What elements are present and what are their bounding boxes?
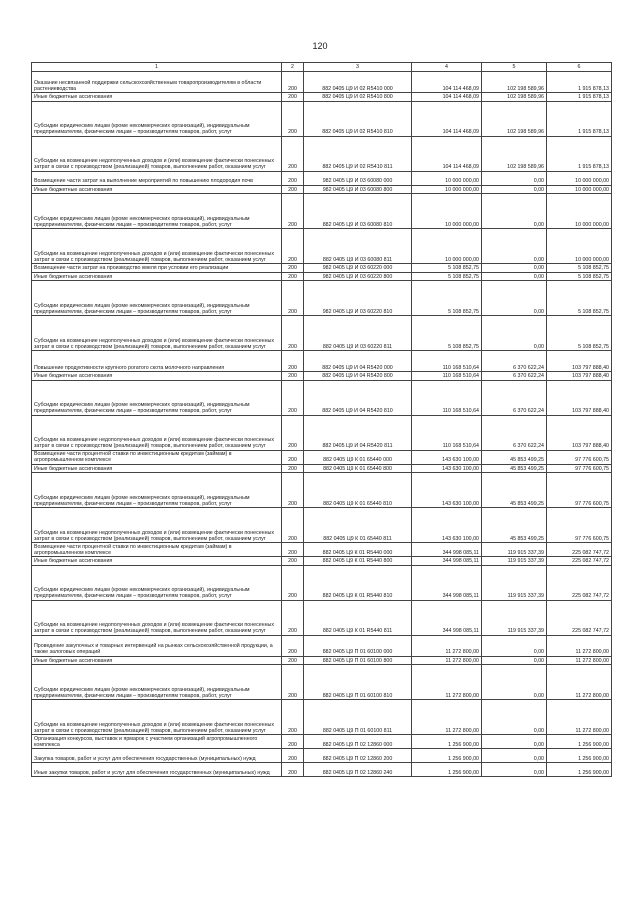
row-approved: 5 108 852,75 <box>412 264 482 273</box>
row-remaining: 10 000 000,00 <box>547 194 612 229</box>
row-name: Возмещение части затрат на выполнение мероприятий по повышению плодородия почв <box>32 171 282 185</box>
row-remaining: 103 797 888,40 <box>547 372 612 381</box>
row-name: Иные бюджетные ассигнования <box>32 272 282 281</box>
row-classification: 882 0405 Ц9 К 01 R5440 810 <box>304 565 412 600</box>
row-code: 200 <box>282 565 304 600</box>
row-code: 200 <box>282 101 304 136</box>
row-executed: 6 370 622,24 <box>482 415 547 450</box>
row-remaining: 10 000 000,00 <box>547 171 612 185</box>
row-approved: 5 108 852,75 <box>412 281 482 316</box>
row-approved: 104 114 468,09 <box>412 101 482 136</box>
row-code: 200 <box>282 194 304 229</box>
row-code: 200 <box>282 656 304 665</box>
row-classification: 882 0405 Ц9 К 01 65440 810 <box>304 473 412 508</box>
row-remaining: 1 256 900,00 <box>547 749 612 763</box>
table-row <box>32 700 612 735</box>
row-executed: 45 853 499,25 <box>482 464 547 473</box>
row-code: 200 <box>282 171 304 185</box>
table-row <box>32 473 612 508</box>
row-classification: 882 0405 Ц9 И 04 R5420 000 <box>304 351 412 372</box>
table-row <box>32 185 612 194</box>
row-executed: 45 853 499,25 <box>482 450 547 464</box>
row-code: 200 <box>282 351 304 372</box>
row-approved: 11 272 800,00 <box>412 656 482 665</box>
row-approved: 11 272 800,00 <box>412 700 482 735</box>
row-name: Организация конкурсов, выставок и ярмарок с участием организаций агропромышленного комплекса <box>32 735 282 749</box>
row-name: Иные закупки товаров, работ и услуг для обеспечения государственных (муниципальных) нужд <box>32 763 282 777</box>
row-executed: 0,00 <box>482 665 547 700</box>
row-classification: 882 0405 Ц9 И 03 60080 810 <box>304 194 412 229</box>
row-classification: 882 0405 Ц9 П 01 60100 811 <box>304 700 412 735</box>
row-name: Иные бюджетные ассигнования <box>32 557 282 566</box>
row-code: 200 <box>282 316 304 351</box>
row-classification: 982 0405 Ц9 И 03 60220 000 <box>304 264 412 273</box>
row-code: 200 <box>282 600 304 635</box>
row-name: Субсидии на возмещение недополученных доходов и (или) возмещение фактически понесенных затрат в связи с производством (реализацией) товаров, выполнением работ, оказанием услуг <box>32 136 282 171</box>
table-row <box>32 316 612 351</box>
row-classification: 982 0405 Ц9 И 03 60220 800 <box>304 272 412 281</box>
table-row <box>32 380 612 415</box>
row-remaining: 97 776 600,75 <box>547 508 612 543</box>
row-approved: 110 168 510,64 <box>412 380 482 415</box>
row-classification: 882 0405 Ц9 И 03 60220 811 <box>304 316 412 351</box>
table-row <box>32 351 612 372</box>
table-row <box>32 656 612 665</box>
row-approved: 344 998 085,11 <box>412 565 482 600</box>
row-code: 200 <box>282 450 304 464</box>
row-classification: 882 0405 Ц9 П 01 60100 000 <box>304 635 412 656</box>
table-row <box>32 101 612 136</box>
row-approved: 110 168 510,64 <box>412 415 482 450</box>
row-code: 200 <box>282 763 304 777</box>
table-row <box>32 372 612 381</box>
row-executed: 0,00 <box>482 735 547 749</box>
row-code: 200 <box>282 543 304 557</box>
row-name: Субсидии юридическим лицам (кроме некоммерческих организаций), индивидуальным предпринимателям, физическим лицам – производителям товаров, работ, услуг <box>32 665 282 700</box>
row-approved: 10 000 000,00 <box>412 229 482 264</box>
table-row <box>32 281 612 316</box>
row-executed: 0,00 <box>482 700 547 735</box>
column-header: 2 <box>282 63 304 72</box>
table-row <box>32 735 612 749</box>
row-approved: 1 256 900,00 <box>412 749 482 763</box>
table-row <box>32 508 612 543</box>
row-approved: 143 630 100,00 <box>412 464 482 473</box>
row-approved: 10 000 000,00 <box>412 171 482 185</box>
row-remaining: 1 915 878,13 <box>547 72 612 93</box>
row-name: Субсидии юридическим лицам (кроме некоммерческих организаций), индивидуальным предпринимателям, физическим лицам – производителям товаров, работ, услуг <box>32 194 282 229</box>
row-remaining: 10 000 000,00 <box>547 229 612 264</box>
row-name: Закупка товаров, работ и услуг для обеспечения государственных (муниципальных) нужд <box>32 749 282 763</box>
row-executed: 119 915 337,39 <box>482 543 547 557</box>
row-executed: 102 198 589,96 <box>482 136 547 171</box>
row-executed: 6 370 622,24 <box>482 372 547 381</box>
row-classification: 882 0405 Ц9 К 01 R5440 800 <box>304 557 412 566</box>
table-row <box>32 600 612 635</box>
row-remaining: 97 776 600,75 <box>547 450 612 464</box>
row-executed: 102 198 589,96 <box>482 101 547 136</box>
row-approved: 10 000 000,00 <box>412 185 482 194</box>
row-classification: 882 0405 Ц9 К 01 65440 811 <box>304 508 412 543</box>
row-classification: 882 0405 Ц9 П 01 60100 800 <box>304 656 412 665</box>
row-classification: 882 0405 Ц9 К 01 R5440 811 <box>304 600 412 635</box>
row-remaining: 103 797 888,40 <box>547 380 612 415</box>
row-remaining: 97 776 600,75 <box>547 464 612 473</box>
row-remaining: 5 108 852,75 <box>547 316 612 351</box>
row-classification: 882 0405 Ц9 П 02 12860 200 <box>304 749 412 763</box>
row-approved: 110 168 510,64 <box>412 351 482 372</box>
column-header: 4 <box>412 63 482 72</box>
row-classification: 982 0405 Ц9 И 03 60080 800 <box>304 185 412 194</box>
row-executed: 0,00 <box>482 229 547 264</box>
table-row <box>32 93 612 102</box>
table-row <box>32 194 612 229</box>
row-remaining: 1 915 878,13 <box>547 93 612 102</box>
table-row <box>32 450 612 464</box>
row-classification: 882 0405 Ц9 И 02 R5410 000 <box>304 72 412 93</box>
row-approved: 1 256 900,00 <box>412 763 482 777</box>
row-approved: 110 168 510,64 <box>412 372 482 381</box>
row-approved: 11 272 800,00 <box>412 665 482 700</box>
row-code: 200 <box>282 735 304 749</box>
budget-table <box>31 62 612 777</box>
row-classification: 882 0405 Ц9 К 01 R5440 000 <box>304 543 412 557</box>
table-row <box>32 557 612 566</box>
row-executed: 0,00 <box>482 763 547 777</box>
column-header: 6 <box>547 63 612 72</box>
row-name: Возмещение части затрат на производство кмеля при условии его реализации <box>32 264 282 273</box>
row-approved: 10 000 000,00 <box>412 194 482 229</box>
row-executed: 0,00 <box>482 194 547 229</box>
row-executed: 0,00 <box>482 264 547 273</box>
row-name: Субсидии юридическим лицам (кроме некоммерческих организаций), индивидуальным предпринимателям, физическим лицам – производителям товаров, работ, услуг <box>32 473 282 508</box>
row-code: 200 <box>282 700 304 735</box>
row-executed: 6 370 622,24 <box>482 380 547 415</box>
column-header: 1 <box>32 63 282 72</box>
row-executed: 0,00 <box>482 171 547 185</box>
row-approved: 143 630 100,00 <box>412 450 482 464</box>
row-executed: 6 370 622,24 <box>482 351 547 372</box>
row-name: Субсидии юридическим лицам (кроме некоммерческих организаций), индивидуальным предпринимателям, физическим лицам – производителям товаров, работ, услуг <box>32 281 282 316</box>
row-approved: 5 108 852,75 <box>412 272 482 281</box>
row-remaining: 11 272 800,00 <box>547 656 612 665</box>
row-name: Возмещение части процентной ставки по инвестиционным кредитам (займам) в агропромышленном комплексе <box>32 543 282 557</box>
row-remaining: 11 272 800,00 <box>547 665 612 700</box>
row-name: Повышение продуктивности крупного рогатого скота молочного направления <box>32 351 282 372</box>
row-code: 200 <box>282 136 304 171</box>
row-executed: 0,00 <box>482 635 547 656</box>
row-name: Субсидии юридическим лицам (кроме некоммерческих организаций), индивидуальным предпринимателям, физическим лицам – производителям товаров, работ, услуг <box>32 101 282 136</box>
row-name: Субсидии на возмещение недополученных доходов и (или) возмещение фактически понесенных затрат в связи с производством (реализацией) товаров, выполнением работ, оказанием услуг <box>32 700 282 735</box>
row-code: 200 <box>282 635 304 656</box>
row-remaining: 225 082 747,72 <box>547 557 612 566</box>
row-code: 200 <box>282 93 304 102</box>
row-name: Проведение закупочных и товарных интервенций на рынках сельскохозяйственной продукции, а также залоговых операций <box>32 635 282 656</box>
row-executed: 45 853 499,25 <box>482 473 547 508</box>
row-remaining: 1 915 878,13 <box>547 101 612 136</box>
row-executed: 119 915 337,39 <box>482 600 547 635</box>
row-remaining: 10 000 000,00 <box>547 185 612 194</box>
row-executed: 102 198 589,96 <box>482 72 547 93</box>
row-code: 200 <box>282 72 304 93</box>
row-classification: 882 0405 Ц9 И 03 60080 811 <box>304 229 412 264</box>
row-classification: 882 0405 Ц9 И 02 R5410 810 <box>304 101 412 136</box>
row-remaining: 1 256 900,00 <box>547 763 612 777</box>
row-remaining: 1 915 878,13 <box>547 136 612 171</box>
row-remaining: 1 256 900,00 <box>547 735 612 749</box>
table-row <box>32 635 612 656</box>
row-name: Возмещение части процентной ставки по инвестиционным кредитам (займам) в агропромышленном комплексе <box>32 450 282 464</box>
row-classification: 882 0405 Ц9 К 01 65440 800 <box>304 464 412 473</box>
row-approved: 143 630 100,00 <box>412 508 482 543</box>
row-classification: 982 0405 Ц9 И 03 60080 000 <box>304 171 412 185</box>
table-row <box>32 171 612 185</box>
table-row <box>32 272 612 281</box>
row-code: 200 <box>282 464 304 473</box>
row-classification: 982 0405 Ц9 И 03 60220 810 <box>304 281 412 316</box>
row-classification: 882 0405 Ц9 И 04 R5420 811 <box>304 415 412 450</box>
row-remaining: 5 108 852,75 <box>547 281 612 316</box>
row-name: Субсидии юридическим лицам (кроме некоммерческих организаций), индивидуальным предпринимателям, физическим лицам – производителям товаров, работ, услуг <box>32 380 282 415</box>
row-classification: 882 0405 Ц9 И 02 R5410 800 <box>304 93 412 102</box>
row-approved: 344 998 085,11 <box>412 600 482 635</box>
row-code: 200 <box>282 229 304 264</box>
row-approved: 104 114 468,09 <box>412 93 482 102</box>
row-code: 200 <box>282 372 304 381</box>
row-remaining: 225 082 747,72 <box>547 543 612 557</box>
row-name: Субсидии на возмещение недополученных доходов и (или) возмещение фактически понесенных затрат в связи с производством (реализацией) товаров, выполнением работ, оказанием услуг <box>32 415 282 450</box>
row-code: 200 <box>282 415 304 450</box>
table-row <box>32 415 612 450</box>
row-code: 200 <box>282 473 304 508</box>
row-approved: 344 998 085,11 <box>412 557 482 566</box>
row-remaining: 11 272 800,00 <box>547 700 612 735</box>
row-name: Субсидии на возмещение недополученных доходов и (или) возмещение фактически понесенных затрат в связи с производством (реализацией) товаров, выполнением работ, оказанием услуг <box>32 229 282 264</box>
row-code: 200 <box>282 281 304 316</box>
row-approved: 5 108 852,75 <box>412 316 482 351</box>
row-remaining: 225 082 747,72 <box>547 600 612 635</box>
row-approved: 344 998 085,11 <box>412 543 482 557</box>
row-approved: 143 630 100,00 <box>412 473 482 508</box>
table-row <box>32 565 612 600</box>
table-row <box>32 763 612 777</box>
row-name: Иные бюджетные ассигнования <box>32 93 282 102</box>
page-number: 120 <box>312 41 328 51</box>
row-executed: 0,00 <box>482 656 547 665</box>
row-executed: 0,00 <box>482 749 547 763</box>
row-approved: 11 272 800,00 <box>412 635 482 656</box>
row-name: Иные бюджетные ассигнования <box>32 656 282 665</box>
row-classification: 882 0405 Ц9 И 04 R5420 810 <box>304 380 412 415</box>
row-executed: 119 915 337,39 <box>482 565 547 600</box>
row-code: 200 <box>282 557 304 566</box>
row-name: Оказание несвязанной поддержки сельскохозяйственным товаропроизводителям в области растениеводства <box>32 72 282 93</box>
row-executed: 0,00 <box>482 316 547 351</box>
table-row <box>32 464 612 473</box>
row-executed: 0,00 <box>482 281 547 316</box>
row-executed: 102 198 589,96 <box>482 93 547 102</box>
row-code: 200 <box>282 264 304 273</box>
table-row <box>32 749 612 763</box>
row-name: Иные бюджетные ассигнования <box>32 185 282 194</box>
row-executed: 0,00 <box>482 272 547 281</box>
row-remaining: 103 797 888,40 <box>547 415 612 450</box>
row-classification: 882 0405 Ц9 П 01 60100 810 <box>304 665 412 700</box>
row-code: 200 <box>282 749 304 763</box>
row-classification: 882 0405 Ц9 И 02 R5410 811 <box>304 136 412 171</box>
row-executed: 45 853 499,25 <box>482 508 547 543</box>
table-row <box>32 72 612 93</box>
row-name: Субсидии на возмещение недополученных доходов и (или) возмещение фактически понесенных затрат в связи с производством (реализацией) товаров, выполнением работ, оказанием услуг <box>32 600 282 635</box>
row-classification: 882 0405 Ц9 П 02 12860 240 <box>304 763 412 777</box>
column-header: 5 <box>482 63 547 72</box>
table-row <box>32 665 612 700</box>
row-approved: 104 114 468,09 <box>412 136 482 171</box>
row-name: Субсидии на возмещение недополученных доходов и (или) возмещение фактически понесенных затрат в связи с производством (реализацией) товаров, выполнением работ, оказанием услуг <box>32 316 282 351</box>
table-row <box>32 264 612 273</box>
row-classification: 882 0405 Ц9 И 04 R5420 800 <box>304 372 412 381</box>
row-approved: 104 114 468,09 <box>412 72 482 93</box>
row-remaining: 11 272 800,00 <box>547 635 612 656</box>
row-remaining: 103 797 888,40 <box>547 351 612 372</box>
row-executed: 0,00 <box>482 185 547 194</box>
row-name: Иные бюджетные ассигнования <box>32 464 282 473</box>
header-row <box>32 63 612 72</box>
row-remaining: 5 108 852,75 <box>547 272 612 281</box>
row-code: 200 <box>282 380 304 415</box>
table-row <box>32 136 612 171</box>
row-classification: 882 0405 Ц9 К 01 65440 000 <box>304 450 412 464</box>
table-row <box>32 229 612 264</box>
table-row <box>32 543 612 557</box>
row-classification: 882 0405 Ц9 П 02 12860 000 <box>304 735 412 749</box>
row-code: 200 <box>282 185 304 194</box>
row-approved: 1 256 900,00 <box>412 735 482 749</box>
row-code: 200 <box>282 665 304 700</box>
row-remaining: 5 108 852,75 <box>547 264 612 273</box>
row-name: Субсидии на возмещение недополученных доходов и (или) возмещение фактически понесенных затрат в связи с производством (реализацией) товаров, выполнением работ, оказанием услуг <box>32 508 282 543</box>
row-code: 200 <box>282 272 304 281</box>
row-code: 200 <box>282 508 304 543</box>
row-name: Иные бюджетные ассигнования <box>32 372 282 381</box>
column-header: 3 <box>304 63 412 72</box>
row-name: Субсидии юридическим лицам (кроме некоммерческих организаций), индивидуальным предпринимателям, физическим лицам – производителям товаров, работ, услуг <box>32 565 282 600</box>
row-executed: 119 915 337,39 <box>482 557 547 566</box>
row-remaining: 97 776 600,75 <box>547 473 612 508</box>
row-remaining: 225 082 747,72 <box>547 565 612 600</box>
